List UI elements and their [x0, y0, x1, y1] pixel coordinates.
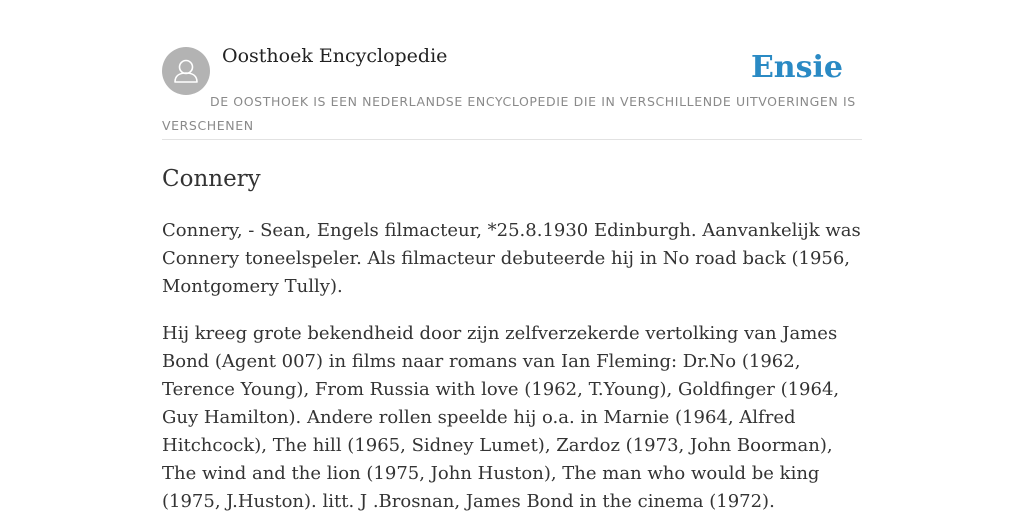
article-paragraph: Hij kreeg grote bekendheid door zijn zelfverzekerde vertolking van James Bond (Agent 007) in films naar romans van Ian Fleming: Dr.No (1962, Terence Young), From Russia with love (1962, T.Young), Goldfinger (1964, Guy Hamilton). Andere rollen speelde hij o.a. in Marnie (1964, Alfred Hitchcock), The hill (1965, Sidney Lumet), Zardoz (1973, John Boorman), The wind and the lion (1975, John Huston), The man who would be king (1975, J.Huston). litt. J .Brosnan, James Bond in the cinema (1972). — [162, 323, 840, 512]
ensie-logo-link[interactable]: Ensie — [750, 50, 843, 85]
article — [162, 163, 862, 512]
article-paragraph: Connery, - Sean, Engels filmacteur, *25.8.1930 Edinburgh. Aanvankelijk was Connery toneelspeler. Als filmacteur debuteerde hij in No road back (1956, Montgomery Tully). — [162, 220, 861, 297]
user-outline-icon — [162, 47, 210, 95]
source-avatar[interactable] — [162, 47, 210, 95]
source-title[interactable]: Oosthoek Encyclopedie — [222, 45, 448, 67]
page — [162, 0, 862, 512]
article-title: Connery — [162, 166, 261, 192]
source-header — [162, 0, 862, 140]
source-description: DE OOSTHOEK IS EEN NEDERLANDSE ENCYCLOPEDIE DIE IN VERSCHILLENDE UITVOERINGEN IS VERSCHENEN — [162, 94, 856, 133]
